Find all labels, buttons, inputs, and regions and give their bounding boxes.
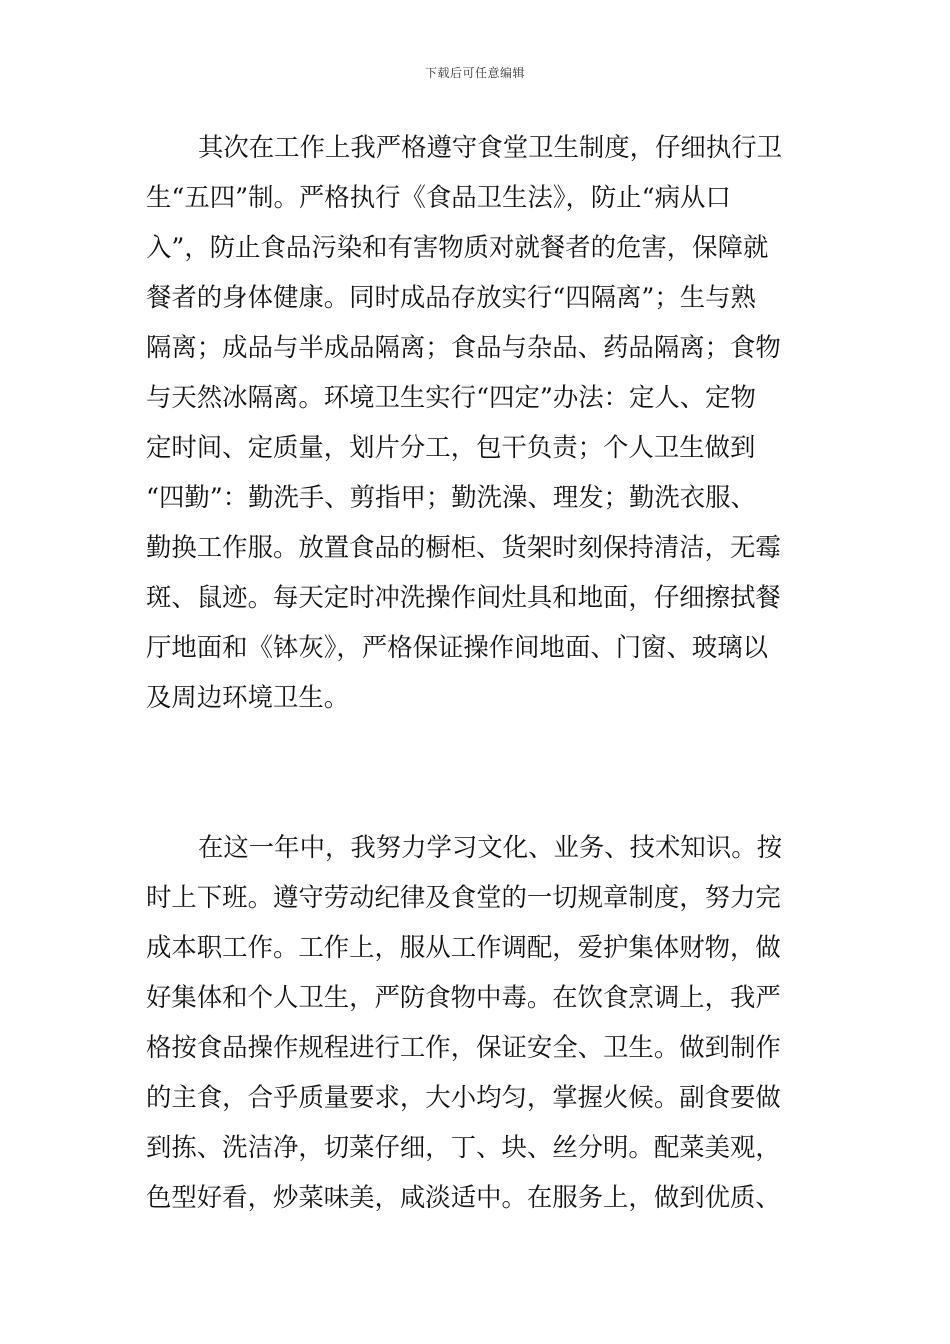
- paragraph-line: 在这一年中，我努力学习文化、业务、技术知识。按: [198, 832, 782, 862]
- paragraph-line: 与天然冰隔离。环境卫生实行“四定”办法：定人、定物: [146, 382, 756, 412]
- paragraph-line: 斑、鼠迹。每天定时冲洗操作间灶具和地面，仔细擦拭餐: [146, 582, 781, 612]
- paragraph-year-summary: [146, 822, 806, 1222]
- page-header-note: 下载后可任意编辑: [424, 66, 525, 80]
- paragraph-line: 勤换工作服。放置食品的橱柜、货架时刻保持清洁，无霉: [146, 532, 781, 562]
- paragraph-hygiene: [146, 122, 806, 722]
- paragraph-line: 厅地面和《钵灰》，严格保证操作间地面、门窗、玻璃以: [146, 632, 769, 662]
- paragraph-line: 生“五四”制。严格执行《食品卫生法》，防止“病从口: [146, 182, 731, 212]
- paragraph-line: 成本职工作。工作上，服从工作调配，爱护集体财物，做: [146, 932, 781, 962]
- paragraph-line: 及周边环境卫生。: [146, 682, 350, 712]
- paragraph-line: 色型好看，炒菜味美，咸淡适中。在服务上，做到优质、: [146, 1182, 781, 1212]
- paragraph-line: 的主食，合乎质量要求，大小均匀，掌握火候。副食要做: [146, 1082, 781, 1112]
- paragraph-line: 到拣、洗洁净，切菜仔细，丁、块、丝分明。配菜美观，: [146, 1132, 781, 1162]
- paragraph-line: 隔离；成品与半成品隔离；食品与杂品、药品隔离；食物: [146, 332, 781, 362]
- paragraph-line: 入”，防止食品污染和有害物质对就餐者的危害，保障就: [146, 232, 769, 262]
- paragraph-line: 好集体和个人卫生，严防食物中毒。在饮食烹调上，我严: [146, 982, 781, 1012]
- paragraph-line: 其次在工作上我严格遵守食堂卫生制度，仔细执行卫: [198, 132, 782, 162]
- paragraph-line: 格按食品操作规程进行工作，保证安全、卫生。做到制作: [146, 1032, 781, 1062]
- paragraph-line: 时上下班。遵守劳动纪律及食堂的一切规章制度，努力完: [146, 882, 781, 912]
- paragraph-line: “四勤”：勤洗手、剪指甲；勤洗澡、理发；勤洗衣服、: [146, 482, 756, 512]
- paragraph-line: 定时间、定质量，划片分工，包干负责；个人卫生做到: [146, 432, 756, 462]
- paragraph-line: 餐者的身体健康。同时成品存放实行“四隔离”；生与熟: [146, 282, 756, 312]
